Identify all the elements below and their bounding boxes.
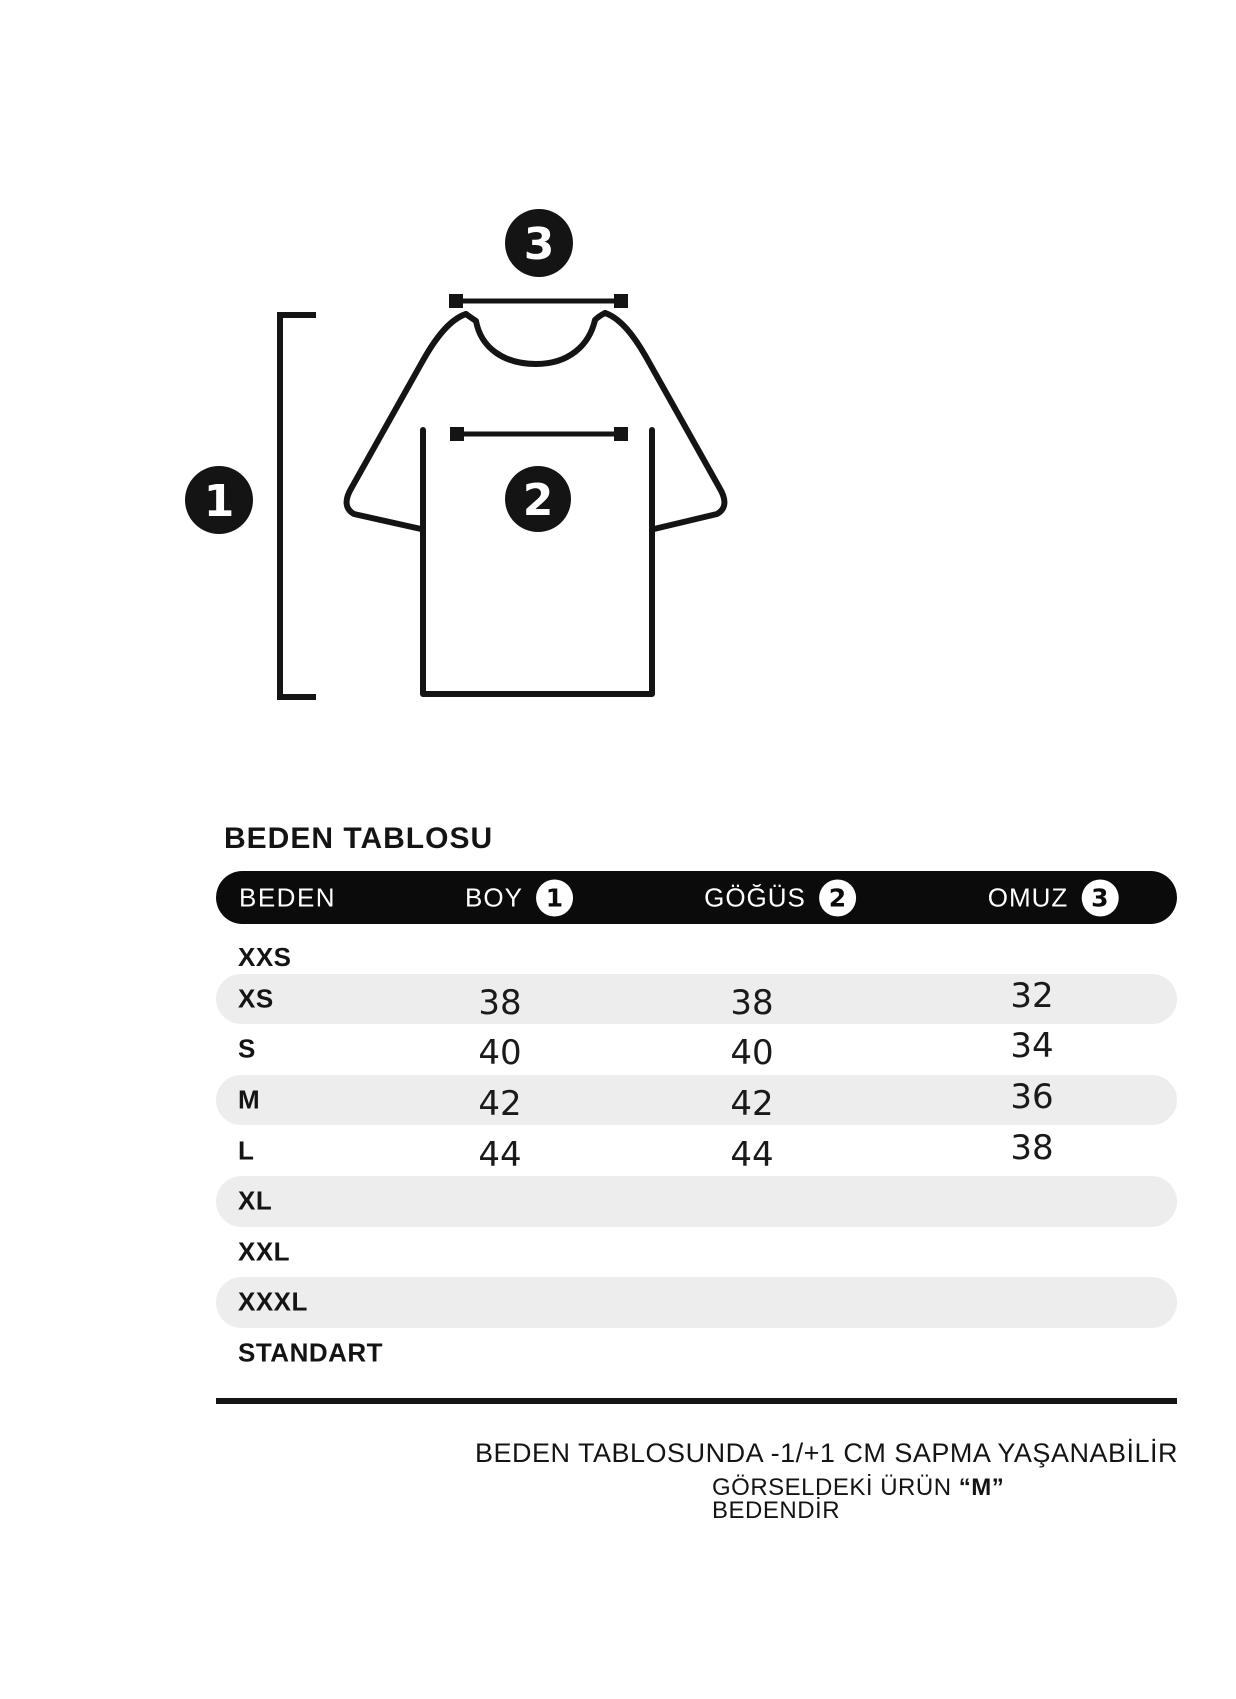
size-label: XXL — [238, 1236, 291, 1267]
gogus-value: 44 — [730, 1134, 774, 1175]
marker-3-number: 3 — [523, 219, 555, 270]
gogus-value: 38 — [730, 982, 774, 1023]
header-size-column: BEDEN — [239, 882, 337, 912]
tolerance-note: BEDEN TABLOSUNDA -1/+1 CM SAPMA YAŞANABİLİR — [475, 1438, 1178, 1468]
header-boy-column — [465, 879, 573, 916]
gogus-value: 42 — [730, 1084, 774, 1125]
boy-value: 38 — [478, 982, 522, 1023]
header-gogus-label: GÖĞÜS — [704, 882, 806, 912]
boy-value: 40 — [478, 1033, 522, 1074]
size-chart-title: BEDEN TABLOSU — [224, 822, 494, 855]
header-marker-1-badge: 1 — [536, 879, 573, 916]
size-label: S — [238, 1033, 256, 1064]
tshirt-measurement-diagram — [0, 0, 1236, 760]
size-rows — [216, 923, 1177, 1378]
tshirt-neckline — [466, 313, 605, 364]
table-row — [216, 1024, 1177, 1075]
header-omuz-column — [988, 879, 1119, 916]
boy-value: 44 — [478, 1134, 522, 1175]
table-row — [216, 1227, 1177, 1278]
table-row — [216, 1176, 1177, 1227]
length-bracket — [280, 315, 313, 697]
shoulder-measure-line — [449, 294, 628, 308]
table-row — [216, 1125, 1177, 1176]
marker-2-number: 2 — [522, 475, 554, 526]
header-marker-3-badge: 3 — [1081, 879, 1118, 916]
size-label: STANDART — [238, 1337, 384, 1368]
omuz-value: 34 — [1010, 1026, 1054, 1067]
gogus-value: 40 — [730, 1033, 774, 1074]
size-table-header — [216, 871, 1177, 924]
header-marker-2-badge: 2 — [819, 879, 856, 916]
tshirt-right-sleeve-outline — [605, 313, 724, 529]
omuz-value: 36 — [1010, 1077, 1054, 1118]
size-label: XXS — [238, 941, 292, 972]
header-boy-label: BOY — [465, 882, 523, 912]
table-row — [216, 1075, 1177, 1126]
omuz-value: 32 — [1010, 975, 1054, 1016]
table-row — [216, 974, 1177, 1025]
table-row — [216, 1328, 1177, 1379]
size-label: XL — [238, 1185, 273, 1216]
chest-measure-line — [450, 427, 628, 441]
tshirt-left-sleeve-outline — [347, 314, 466, 529]
size-label: XXXL — [238, 1286, 308, 1317]
model-size-note-suffix: BEDENDİR — [712, 1497, 841, 1524]
table-row — [216, 1277, 1177, 1328]
model-size-note — [712, 1476, 1004, 1522]
boy-value: 42 — [478, 1084, 522, 1125]
model-size-value: “M” — [958, 1474, 1005, 1501]
size-label: XS — [238, 983, 274, 1014]
model-size-note-prefix: GÖRSELDEKİ ÜRÜN — [712, 1474, 959, 1501]
size-label: L — [238, 1135, 255, 1166]
header-omuz-label: OMUZ — [987, 882, 1069, 912]
header-gogus-column — [704, 879, 856, 916]
marker-1-number: 1 — [203, 476, 235, 527]
table-row — [216, 923, 1177, 974]
table-bottom-rule — [216, 1398, 1177, 1404]
size-label: M — [238, 1084, 261, 1115]
omuz-value: 38 — [1010, 1127, 1054, 1168]
